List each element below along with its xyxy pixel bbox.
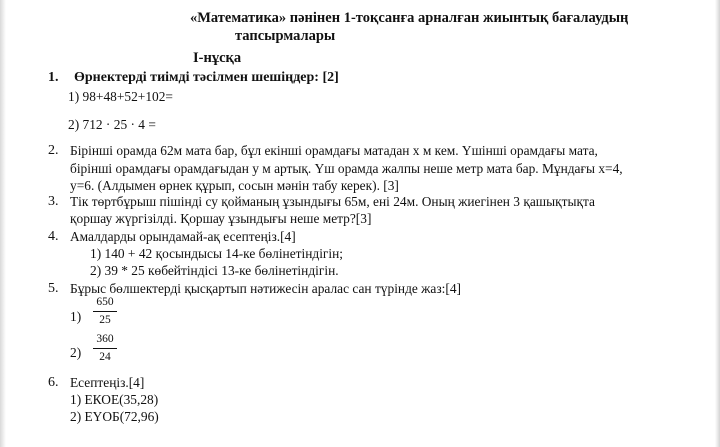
task-3-number: 3. bbox=[48, 194, 59, 209]
page-right-shadow bbox=[715, 0, 720, 447]
fraction-2-denominator: 24 bbox=[99, 351, 111, 363]
title-line-2: тапсырмалары bbox=[235, 28, 336, 44]
task-5-text: Бұрыс бөлшектерді қысқартып нәтижесін аралас сан түрінде жаз:[4] bbox=[70, 281, 462, 296]
fraction-1-numerator: 650 bbox=[96, 296, 114, 308]
task-1-text: Өрнектерді тиімді тәсілмен шешіңдер: [2] bbox=[74, 70, 339, 85]
task-4-number: 4. bbox=[48, 229, 59, 244]
task-5-fraction-2 bbox=[93, 333, 117, 364]
fraction-1-denominator: 25 bbox=[99, 314, 111, 326]
task-4-sub-1: 1) 140 + 42 қосындысы 14-ке бөлінетіндігін; bbox=[90, 246, 344, 261]
task-6-sub-1: 1) ЕКОЕ(35,28) bbox=[70, 392, 159, 407]
task-2-line-2: бірінші орамдағы орамдағыдан у м артық. Үш орамда жалпы неше метр мата бар. Мұндағы х=4, bbox=[70, 161, 623, 176]
task-2-line-3: у=6. (Алдымен өрнек құрып, сосын мәнін табу керек). [3] bbox=[70, 178, 399, 193]
task-6-sub-2: 2) ЕҮОБ(72,96) bbox=[70, 409, 159, 424]
task-1-sub-1: 1) 98+48+52+102= bbox=[68, 89, 173, 104]
task-1-number: 1. bbox=[48, 70, 59, 85]
task-1-sub-2: 2) 712 · 25 · 4 = bbox=[68, 117, 156, 132]
fraction-1-bar bbox=[93, 311, 117, 312]
task-2-number: 2. bbox=[48, 143, 59, 158]
variant-label: І-нұсқа bbox=[193, 50, 242, 66]
task-5-fraction-2-label: 2) bbox=[70, 345, 82, 360]
task-6-text: Есептеңіз.[4] bbox=[70, 375, 145, 390]
fraction-2-bar bbox=[93, 348, 117, 349]
task-6-number: 6. bbox=[48, 375, 59, 390]
task-2-line-1: Бірінші орамда 62м мата бар, бұл екінші орамдағы матадан х м кем. Үшінші орамдағы мата, bbox=[70, 143, 598, 158]
task-3-line-1: Тік төртбұрыш пішінді су қойманың ұзындығы 65м, ені 24м. Оның жиегінен 3 қашықтықта bbox=[70, 194, 595, 209]
task-4-text: Амалдарды орындамай-ақ есептеңіз.[4] bbox=[70, 229, 296, 244]
task-5-fraction-1-label: 1) bbox=[70, 309, 82, 324]
page-left-shadow bbox=[0, 0, 6, 447]
task-5-number: 5. bbox=[48, 281, 59, 296]
task-4-sub-2: 2) 39 * 25 көбейтіндісі 13-ке бөлінетіндігін. bbox=[90, 263, 339, 278]
task-5-fraction-1 bbox=[93, 296, 117, 327]
fraction-2-numerator: 360 bbox=[96, 333, 114, 345]
title-line-1: «Математика» пәнінен 1-тоқсанға арналған жиынтық бағалаудың bbox=[190, 10, 629, 26]
task-3-line-2: қоршау жүргізілді. Қоршау ұзындығы неше метр?[3] bbox=[70, 211, 372, 226]
